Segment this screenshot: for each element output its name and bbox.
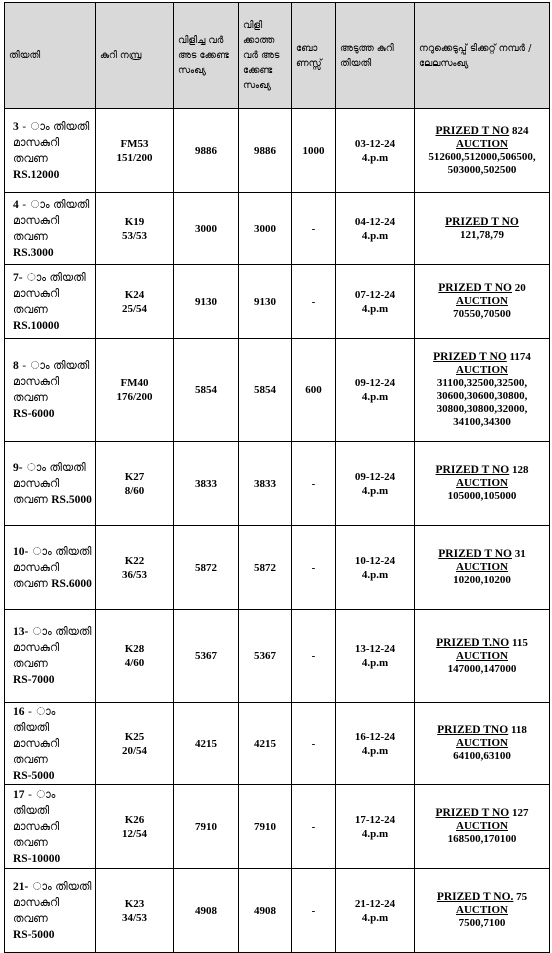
- auction-values: 30800,30800,32000,: [436, 403, 528, 415]
- day-number: 7-: [13, 271, 23, 284]
- thavana-line: [13, 302, 92, 318]
- called-amount: 3000: [174, 193, 239, 265]
- header-prize-auction: നറുക്കെടുപ്പ് ടിക്കറ്റ് നമ്പർ /ലേലസംഖ്യ: [415, 3, 550, 109]
- prize-label: PRIZED T NO: [445, 215, 519, 228]
- day-number: 16: [13, 705, 25, 718]
- prize-cell: [415, 442, 550, 526]
- chit-cell: [96, 703, 174, 785]
- date-cell: [5, 442, 96, 526]
- called-amount: 3833: [174, 442, 239, 526]
- header-row: [5, 3, 550, 109]
- bonus: -: [292, 703, 336, 785]
- header-kuri-number: കുറി നമ്പ്ര: [96, 3, 174, 109]
- next-time: 4.p.m: [361, 391, 389, 403]
- next-time: 4.p.m: [361, 151, 389, 164]
- amount: RS-5000: [13, 928, 55, 941]
- prize-line: [418, 464, 546, 477]
- kuri-label: മാസകുറി: [13, 736, 60, 750]
- bonus: -: [292, 610, 336, 703]
- next-time: 4.p.m: [361, 302, 389, 315]
- called-amount: 9130: [174, 265, 239, 339]
- called-amount: 7910: [174, 785, 239, 869]
- date-cell: [5, 109, 96, 193]
- auction-values: 31100,32500,32500,: [436, 377, 528, 389]
- uncalled-amount: 9130: [239, 265, 292, 339]
- date-line: [13, 119, 92, 135]
- prize-number: 75: [516, 891, 528, 903]
- prize-number: 20: [514, 282, 526, 294]
- bonus: -: [292, 193, 336, 265]
- day-suffix: ാം തിയതി: [45, 270, 86, 284]
- table-row: [5, 265, 550, 339]
- date-line: [13, 270, 92, 286]
- auction-label: AUCTION: [456, 820, 508, 832]
- thavana-line: [13, 229, 92, 245]
- uncalled-amount: 4908: [239, 869, 292, 953]
- amount: RS-10000: [13, 852, 61, 865]
- next-date: 09-12-24: [354, 377, 396, 389]
- prize-label: PRIZED T NO: [435, 124, 510, 137]
- day-suffix: - ാം തിയതി: [13, 787, 56, 817]
- auction-label: AUCTION: [456, 649, 508, 662]
- auction-label: AUCTION: [456, 737, 508, 749]
- date-line: [13, 358, 92, 374]
- thavana-label: തവണ: [13, 229, 48, 243]
- uncalled-amount: 4215: [239, 703, 292, 785]
- next-date: 04-12-24: [354, 215, 396, 228]
- day-number: 13-: [13, 626, 29, 638]
- next-date: 07-12-24: [354, 288, 396, 301]
- day-suffix: ാം തിയതി: [51, 625, 92, 638]
- bonus: -: [292, 265, 336, 339]
- auction-label: AUCTION: [456, 137, 508, 150]
- uncalled-amount: 3000: [239, 193, 292, 265]
- kuri-label: മാസകുറി: [13, 213, 60, 227]
- table-row: [5, 339, 550, 442]
- date-line: [13, 544, 92, 560]
- prize-label: PRIZED T NO: [435, 464, 510, 476]
- date-cell: [5, 703, 96, 785]
- auction-values: 168500,170100: [447, 833, 517, 845]
- kuri-label: മാസകുറി: [13, 641, 60, 654]
- thavana-label: തവണ: [13, 391, 48, 404]
- next-date-cell: [336, 442, 415, 526]
- kuri-label: മാസകുറി: [13, 560, 60, 574]
- prize-cell: [415, 526, 550, 610]
- kuri-label: മാസകുറി: [13, 135, 60, 149]
- date-cell: [5, 339, 96, 442]
- uncalled-amount: 5854: [239, 339, 292, 442]
- thavana-line: [13, 151, 92, 167]
- table-row: [5, 703, 550, 785]
- table-row: [5, 610, 550, 703]
- thavana-label: തവണ: [13, 576, 48, 590]
- auction-values: 512600,512000,506500,: [428, 150, 536, 163]
- next-date: 16-12-24: [354, 730, 396, 743]
- prize-line: [418, 807, 546, 820]
- called-amount: 5872: [174, 526, 239, 610]
- kuri-label: മാസകുറി: [13, 476, 60, 490]
- prize-label: PRIZED T NO.: [436, 891, 514, 903]
- header-bonus: ബോ ണസ്സ്: [292, 3, 336, 109]
- next-date: 10-12-24: [354, 554, 396, 567]
- amount: RS.5000: [51, 493, 92, 506]
- day-suffix: - ാം തിയതി: [22, 197, 90, 211]
- header-uncalled-amount: വിളി ക്കാത്ത വർ അട ക്കേണ്ട സംഖ്യ: [239, 3, 292, 109]
- amount: RS.6000: [51, 577, 92, 590]
- thavana-label: തവണ: [13, 151, 48, 165]
- next-date-cell: [336, 109, 415, 193]
- date-cell: [5, 526, 96, 610]
- auction-label: AUCTION: [456, 364, 508, 376]
- thavana-label: തവണ: [13, 911, 48, 925]
- chit-number: 151/200: [116, 151, 153, 164]
- thavana-line: [13, 492, 92, 508]
- uncalled-amount: 5367: [239, 610, 292, 703]
- date-line: [13, 787, 92, 819]
- chit-number: 34/53: [121, 911, 148, 924]
- next-time: 4.p.m: [361, 827, 389, 840]
- prize-cell: [415, 265, 550, 339]
- next-date-cell: [336, 193, 415, 265]
- table-row: [5, 193, 550, 265]
- prize-line: [418, 282, 546, 295]
- chit-cell: [96, 109, 174, 193]
- prize-line: [418, 216, 546, 229]
- kuri-schedule-table: [4, 2, 550, 953]
- chit-cell: [96, 442, 174, 526]
- amount: RS.12000: [13, 168, 60, 181]
- auction-values: 30600,30600,30800,: [436, 390, 528, 402]
- day-number: 3: [13, 120, 19, 133]
- date-cell: [5, 869, 96, 953]
- prize-label: PRIZED T NO: [438, 282, 512, 294]
- prize-cell: [415, 703, 550, 785]
- chit-cell: [96, 339, 174, 442]
- called-amount: 4215: [174, 703, 239, 785]
- next-date-cell: [336, 610, 415, 703]
- auction-label: AUCTION: [456, 295, 508, 307]
- next-date-cell: [336, 785, 415, 869]
- next-date-cell: [336, 339, 415, 442]
- day-suffix: - ാം തിയതി: [22, 119, 90, 133]
- prize-number: 824: [511, 124, 529, 137]
- chit-cell: [96, 869, 174, 953]
- prize-number: 1174: [509, 351, 531, 363]
- chit-number: 8/60: [124, 484, 145, 497]
- prize-label: PRIZED TNO: [437, 724, 509, 736]
- chit-number: 53/53: [121, 229, 148, 242]
- chit-code: K28: [124, 643, 145, 655]
- chit-code: K26: [124, 813, 145, 826]
- next-date: 03-12-24: [354, 137, 396, 150]
- prize-cell: [415, 610, 550, 703]
- date-line: [13, 197, 92, 213]
- prize-number: 31: [514, 548, 526, 560]
- auction-values: 7500,7100: [458, 917, 506, 929]
- thavana-line: [13, 576, 92, 592]
- uncalled-amount: 3833: [239, 442, 292, 526]
- bonus: -: [292, 869, 336, 953]
- table-row: [5, 526, 550, 610]
- called-amount: 4908: [174, 869, 239, 953]
- header-called-amount: വിളിച്ച വർ അട ക്കേണ്ട സംഖ്യ: [174, 3, 239, 109]
- bonus: -: [292, 785, 336, 869]
- thavana-line: [13, 390, 92, 406]
- date-cell: [5, 193, 96, 265]
- prize-cell: [415, 785, 550, 869]
- called-amount: 9886: [174, 109, 239, 193]
- chit-code: K23: [124, 897, 145, 910]
- auction-values: 34100,34300: [453, 416, 511, 428]
- kuri-label: മാസകുറി: [13, 819, 60, 833]
- date-line: [13, 879, 92, 895]
- next-time: 4.p.m: [361, 229, 389, 242]
- auction-label: AUCTION: [456, 904, 508, 916]
- chit-cell: [96, 193, 174, 265]
- next-time: 4.p.m: [361, 911, 389, 924]
- thavana-label: തവണ: [13, 657, 48, 670]
- day-number: 17: [13, 788, 25, 801]
- chit-number: 36/53: [121, 568, 148, 581]
- date-cell: [5, 785, 96, 869]
- prize-cell: [415, 193, 550, 265]
- thavana-label: തവണ: [13, 835, 48, 849]
- chit-cell: [96, 785, 174, 869]
- day-number: 21-: [13, 880, 29, 893]
- uncalled-amount: 7910: [239, 785, 292, 869]
- next-time: 4.p.m: [361, 657, 389, 669]
- called-amount: 5854: [174, 339, 239, 442]
- amount: RS.10000: [13, 319, 60, 332]
- auction-values: 121,78,79: [460, 228, 504, 241]
- day-number: 8: [13, 360, 19, 372]
- table-row: [5, 869, 550, 953]
- prize-number: 128: [511, 464, 529, 476]
- date-cell: [5, 610, 96, 703]
- thavana-line: [13, 752, 92, 768]
- prize-line: [418, 637, 546, 650]
- amount: RS.3000: [13, 246, 54, 259]
- thavana-label: തവണ: [13, 302, 48, 316]
- day-number: 10-: [13, 545, 29, 558]
- next-date-cell: [336, 703, 415, 785]
- thavana-label: തവണ: [13, 752, 48, 766]
- chit-number: 25/54: [121, 302, 148, 315]
- chit-cell: [96, 526, 174, 610]
- prize-line: [418, 891, 546, 904]
- prize-label: PRIZED T NO: [433, 351, 507, 363]
- prize-number: 118: [510, 724, 527, 736]
- auction-label: AUCTION: [456, 477, 508, 489]
- auction-values: 105000,105000: [447, 490, 517, 502]
- chit-code: K19: [124, 215, 145, 228]
- bonus: -: [292, 526, 336, 610]
- next-date: 13-12-24: [354, 643, 396, 655]
- prize-label: PRIZED T.NO: [436, 636, 510, 649]
- chit-code: K25: [124, 730, 145, 743]
- prize-cell: [415, 339, 550, 442]
- prize-label: PRIZED T NO: [435, 807, 510, 819]
- next-date-cell: [336, 526, 415, 610]
- header-date: തിയതി: [5, 3, 96, 109]
- table-row: [5, 109, 550, 193]
- thavana-line: [13, 835, 92, 851]
- bonus: -: [292, 442, 336, 526]
- next-date: 09-12-24: [354, 470, 396, 483]
- day-number: 4: [13, 198, 19, 211]
- date-cell: [5, 265, 96, 339]
- chit-cell: [96, 265, 174, 339]
- auction-values: 503000,502500: [447, 163, 517, 176]
- chit-code: FM53: [120, 137, 149, 150]
- next-time: 4.p.m: [361, 484, 389, 497]
- prize-number: 127: [511, 807, 529, 819]
- auction-values: 147000,147000: [447, 662, 517, 675]
- chit-code: K27: [124, 470, 145, 483]
- next-time: 4.p.m: [361, 744, 389, 757]
- prize-cell: [415, 109, 550, 193]
- chit-code: FM40: [120, 377, 149, 389]
- next-time: 4.p.m: [361, 568, 389, 581]
- thavana-label: തവണ: [13, 492, 48, 506]
- chit-code: K24: [124, 288, 145, 301]
- day-suffix: ാം തിയതി: [51, 544, 92, 558]
- prize-line: [418, 548, 546, 561]
- day-suffix: - ാം തിയതി: [22, 359, 90, 372]
- table-row: [5, 442, 550, 526]
- called-amount: 5367: [174, 610, 239, 703]
- kuri-label: മാസകുറി: [13, 895, 60, 909]
- auction-values: 70550,70500: [453, 308, 511, 320]
- bonus: 1000: [292, 109, 336, 193]
- prize-cell: [415, 869, 550, 953]
- next-date: 21-12-24: [354, 897, 396, 910]
- prize-label: PRIZED T NO: [438, 548, 512, 560]
- chit-number: 20/54: [121, 744, 148, 757]
- amount: RS-6000: [13, 408, 55, 420]
- auction-values: 64100,63100: [453, 750, 511, 762]
- thavana-line: [13, 911, 92, 927]
- uncalled-amount: 9886: [239, 109, 292, 193]
- prize-line: [418, 351, 546, 364]
- amount: RS-5000: [13, 769, 55, 782]
- auction-label: AUCTION: [456, 561, 508, 573]
- chit-number: 176/200: [116, 391, 153, 403]
- prize-line: [418, 724, 546, 737]
- day-number: 9-: [13, 461, 23, 474]
- next-date-cell: [336, 869, 415, 953]
- day-suffix: - ാം തിയതി: [13, 704, 56, 734]
- chit-code: K22: [124, 554, 145, 567]
- chit-cell: [96, 610, 174, 703]
- table-row: [5, 785, 550, 869]
- date-line: [13, 460, 92, 476]
- thavana-line: [13, 656, 92, 672]
- next-date: 17-12-24: [354, 813, 396, 826]
- prize-line: [418, 125, 546, 138]
- chit-number: 4/60: [124, 657, 145, 669]
- date-line: [13, 624, 92, 640]
- header-next-date: അടുത്ത കുറി തിയതി: [336, 3, 415, 109]
- date-line: [13, 704, 92, 736]
- amount: RS-7000: [13, 674, 55, 686]
- prize-number: 115: [511, 636, 528, 649]
- day-suffix: ാം തിയതി: [45, 460, 86, 474]
- next-date-cell: [336, 265, 415, 339]
- auction-values: 10200,10200: [453, 574, 511, 586]
- kuri-label: മാസകുറി: [13, 286, 60, 300]
- day-suffix: ാം തിയതി: [51, 879, 92, 893]
- uncalled-amount: 5872: [239, 526, 292, 610]
- chit-number: 12/54: [121, 827, 148, 840]
- bonus: 600: [292, 339, 336, 442]
- kuri-label: മാസകുറി: [13, 375, 60, 388]
